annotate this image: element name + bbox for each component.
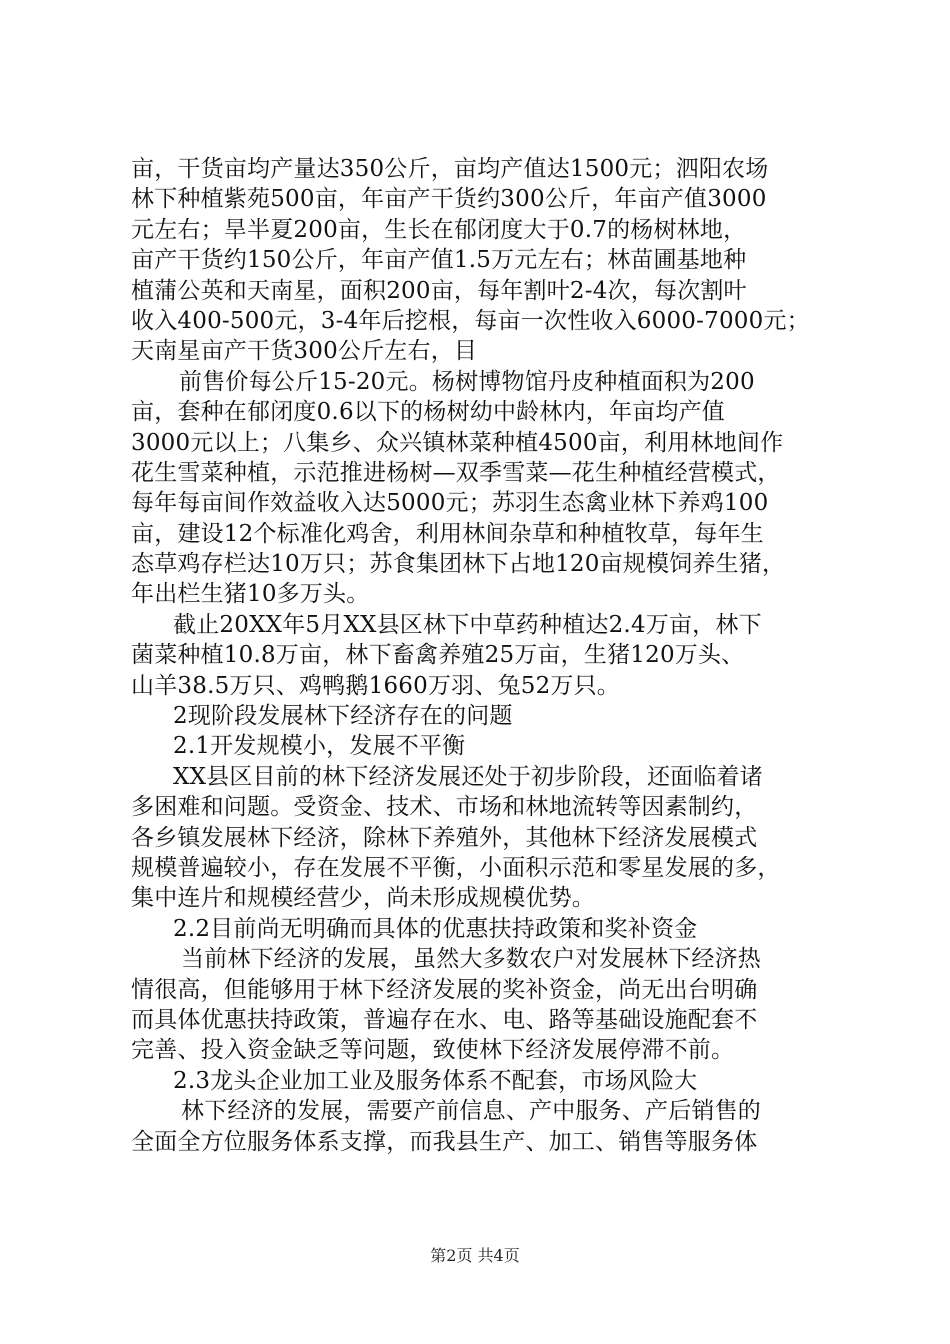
text-line: 各乡镇发展林下经济，除林下养殖外，其他林下经济发展模式 [131,824,758,851]
text-line: 亩，建设12个标准化鸡舍，利用林间杂草和种植牧草，每年生 [131,520,764,547]
text-line: 规模普遍较小，存在发展不平衡，小面积示范和零星发展的多， [131,854,781,881]
text-line: 而具体优惠扶持政策，普遍存在水、电、路等基础设施配套不 [131,1006,758,1033]
text-line: 完善、投入资金缺乏等问题，致使林下经济发展停滞不前。 [131,1037,735,1064]
paragraph-start-line: XX县区目前的林下经济发展还处于初步阶段，还面临着诸 [173,763,763,790]
page-number-footer: 第2页 共4页 [430,1246,520,1265]
text-line: 元左右；旱半夏200亩，生长在郁闭度大于0.7的杨树林地， [131,216,747,243]
document-body [131,154,831,1157]
text-line: 态草鸡存栏达10万只；苏食集团林下占地120亩规模饲养生猪， [131,551,786,578]
text-line: 亩，干货亩均产量达350公斤，亩均产值达1500元；泗阳农场 [131,156,769,182]
text-line: 亩产干货约150公斤，年亩产值1.5万元左右；林苗圃基地种 [131,247,747,274]
text-line: 植蒲公英和天南星，面积200亩，每年割叶2-4次，每次割叶 [131,277,747,304]
text-line: 3000元以上；八集乡、众兴镇林菜种植4500亩，利用林地间作 [131,429,784,456]
text-line: 情很高，但能够用于林下经济发展的奖补资金，尚无出台明确 [131,976,758,1003]
text-line: 菌菜种植10.8万亩，林下畜禽养殖25万亩，生猪120万头、 [131,642,745,669]
paragraph-start-line: 林下经济的发展，需要产前信息、产中服务、产后销售的 [181,1098,761,1125]
text-line: 多困难和问题。受资金、技术、市场和林地流转等因素制约， [131,794,758,821]
text-line: 亩，套种在郁闭度0.6以下的杨树幼中龄林内，年亩均产值 [131,399,725,426]
subsection-heading: 2.2目前尚无明确而具体的优惠扶持政策和奖补资金 [173,915,698,942]
subsection-heading: 2.1开发规模小，发展不平衡 [173,733,466,760]
text-line: 花生雪菜种植，示范推进杨树—双季雪菜—花生种植经营模式， [131,459,781,486]
subsection-heading: 2.3龙头企业加工业及服务体系不配套，市场风险大 [173,1067,698,1094]
paragraph-start-line: 当前林下经济的发展，虽然大多数农户对发展林下经济热 [181,946,761,973]
text-line: 年出栏生猪10多万头。 [131,581,370,608]
text-line: 收入400-500元，3-4年后挖根，每亩一次性收入6000-7000元； [131,307,810,334]
text-line: 林下种植紫苑500亩，年亩产干货约300公斤，年亩产值3000 [131,186,767,213]
paragraph-start-line: 截止20XX年5月XX县区林下中草药种植达2.4万亩，林下 [173,611,762,638]
text-line: 全面全方位服务体系支撑，而我县生产、加工、销售等服务体 [131,1128,758,1155]
text-line: 集中连片和规模经营少，尚未形成规模优势。 [131,885,595,912]
paragraph-start-line: 前售价每公斤15-20元。杨树博物馆丹皮种植面积为200 [179,368,755,395]
text-line: 每年每亩间作效益收入达5000元；苏羽生态禽业林下养鸡100 [131,490,769,517]
text-line: 天南星亩产干货300公斤左右，目 [131,338,478,365]
section-heading: 2现阶段发展林下经济存在的问题 [173,703,513,730]
text-line: 山羊38.5万只、鸡鸭鹅1660万羽、兔52万只。 [131,672,621,699]
